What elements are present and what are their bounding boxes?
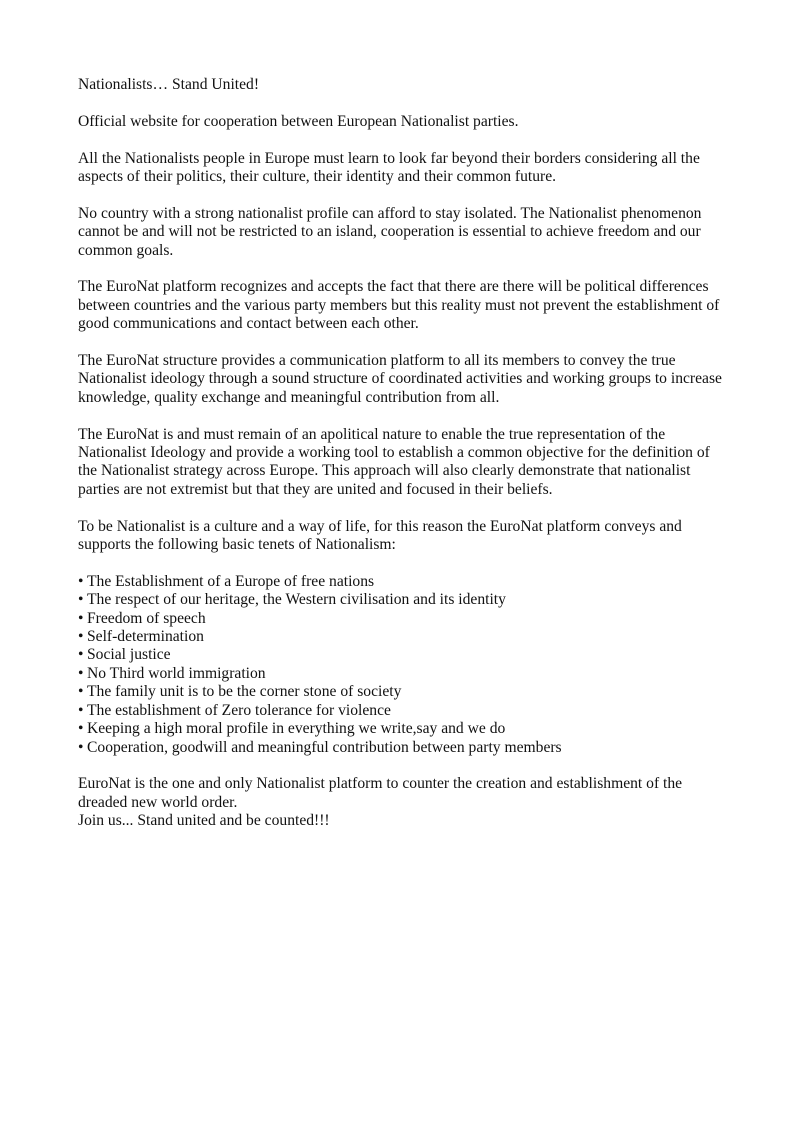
list-item-text: The establishment of Zero tolerance for violence <box>87 701 391 719</box>
bullet-icon: • <box>78 572 84 590</box>
bullet-icon: • <box>78 738 84 756</box>
document-subtitle: Official website for cooperation between European Nationalist parties. <box>78 112 519 130</box>
list-item-text: The Establishment of a Europe of free nations <box>87 572 375 590</box>
bullet-icon: • <box>78 664 84 682</box>
closing-call-to-action: Join us... Stand united and be counted!!! <box>78 812 330 830</box>
list-item-text: The family unit is to be the corner stone of society <box>87 683 402 701</box>
closing-paragraph: EuroNat is the one and only Nationalist platform to counter the creation and establishment of the dreaded new world order. <box>78 775 683 811</box>
tenets-list <box>78 573 728 757</box>
list-item-text: The respect of our heritage, the Western civilisation and its identity <box>87 591 506 609</box>
list-item-text: Cooperation, goodwill and meaningful contribution between party members <box>87 738 562 756</box>
list-item <box>78 720 728 738</box>
document-page <box>78 76 728 831</box>
list-item <box>78 591 728 609</box>
paragraph-2: No country with a strong nationalist profile can afford to stay isolated. The Nationalist phenomenon cannot be and will not be restricted to an island, cooperation is essential to achieve freedom and our common goals. <box>78 204 702 259</box>
list-item <box>78 739 728 757</box>
list-item-text: Social justice <box>87 646 171 664</box>
list-item <box>78 646 728 664</box>
bullet-icon: • <box>78 720 84 738</box>
bullet-icon: • <box>78 628 84 646</box>
paragraph-5: The EuroNat is and must remain of an apolitical nature to enable the true representation of the Nationalist Ideology and provide a working tool to establish a common objective for the definition of the Nationalist strategy across Europe. This approach will also clearly demonstrate that nationalist parties are not extremist but that they are united and focused in their beliefs. <box>78 425 710 498</box>
paragraph-6: To be Nationalist is a culture and a way of life, for this reason the EuroNat platform conveys and supports the following basic tenets of Nationalism: <box>78 517 682 554</box>
list-item-text: Freedom of speech <box>87 609 206 627</box>
document-title: Nationalists… Stand United! <box>78 76 260 93</box>
bullet-icon: • <box>78 646 84 664</box>
bullet-icon: • <box>78 683 84 701</box>
bullet-icon: • <box>78 609 84 627</box>
list-item <box>78 683 728 701</box>
paragraph-4: The EuroNat structure provides a communication platform to all its members to convey the true Nationalist ideology through a sound structure of coordinated activities and working groups to increase knowledge, quality exchange and meaningful contribution from all. <box>78 352 722 406</box>
paragraph-3: The EuroNat platform recognizes and accepts the fact that there are there will be political differences between countries and the various party members but this reality must not prevent the establishment of good communications and contact between each other. <box>78 278 720 333</box>
list-item-text: No Third world immigration <box>87 664 266 682</box>
list-item-text: Self-determination <box>87 628 204 646</box>
list-item <box>78 702 728 720</box>
bullet-icon: • <box>78 591 84 609</box>
list-item <box>78 573 728 591</box>
list-item <box>78 610 728 628</box>
list-item <box>78 665 728 683</box>
closing-section <box>78 775 728 830</box>
paragraph-1: All the Nationalists people in Europe must learn to look far beyond their borders considering all the aspects of their politics, their culture, their identity and their common future. <box>78 149 700 185</box>
bullet-icon: • <box>78 701 84 719</box>
list-item-text: Keeping a high moral profile in everything we write,say and we do <box>87 720 506 738</box>
list-item <box>78 628 728 646</box>
